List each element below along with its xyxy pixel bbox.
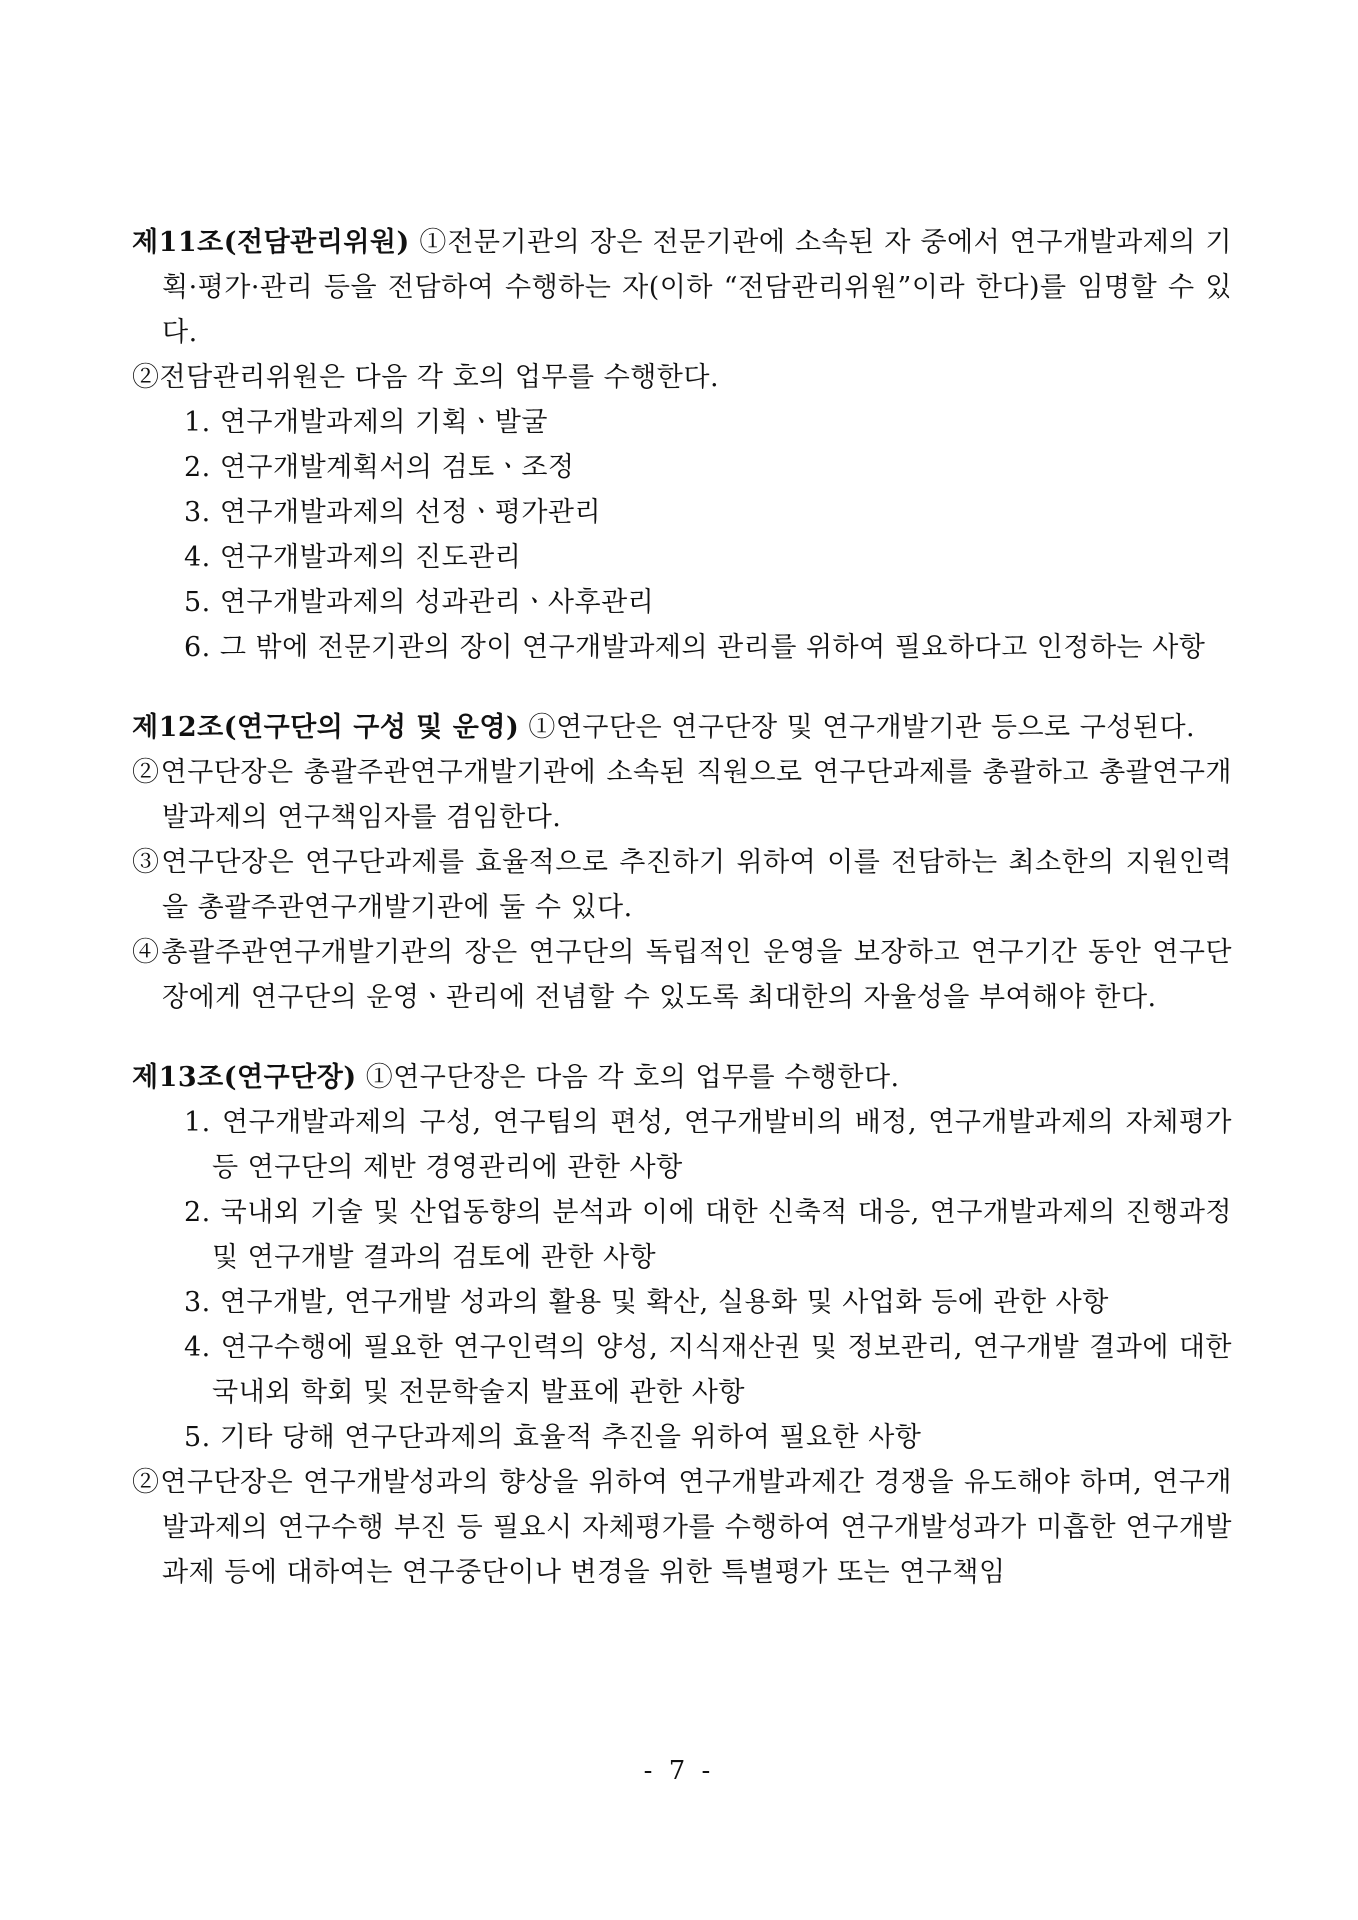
article-12-clause-1: ①연구단은 연구단장 및 연구개발기관 등으로 구성된다. — [528, 712, 1196, 743]
article-13-para-1 — [132, 1055, 1232, 1100]
article-11-item-3: 3. 연구개발과제의 선정ㆍ평가관리 — [184, 497, 602, 528]
article-13-item-3: 3. 연구개발, 연구개발 성과의 활용 및 확산, 실용화 및 사업화 등에 관한 사항 — [184, 1287, 1109, 1318]
article-13-item-4: 4. 연구수행에 필요한 연구인력의 양성, 지식재산권 및 정보관리, 연구개발 결과에 대한 국내외 학회 및 전문학술지 발표에 관한 사항 — [184, 1332, 1232, 1408]
article-12-para-1 — [132, 705, 1232, 750]
article-13-heading: 제13조(연구단장) — [132, 1062, 357, 1093]
article-13-clause-1: ①연구단장은 다음 각 호의 업무를 수행한다. — [365, 1062, 900, 1093]
article-12-heading: 제12조(연구단의 구성 및 운영) — [132, 712, 520, 743]
article-12-para-4: ④총괄주관연구개발기관의 장은 연구단의 독립적인 운영을 보장하고 연구기간 동안 연구단장에게 연구단의 운영ㆍ관리에 전념할 수 있도록 최대한의 자율성을 부여해야 한다. — [132, 937, 1232, 1013]
article-11-item-4: 4. 연구개발과제의 진도관리 — [184, 542, 522, 573]
article-13-item-1: 1. 연구개발과제의 구성, 연구팀의 편성, 연구개발비의 배정, 연구개발과제의 자체평가 등 연구단의 제반 경영관리에 관한 사항 — [184, 1107, 1232, 1183]
article-13-para-2: ②연구단장은 연구개발성과의 향상을 위하여 연구개발과제간 경쟁을 유도해야 하며, 연구개발과제의 연구수행 부진 등 필요시 자체평가를 수행하여 연구개발성과가 미흡한 연구개발과제 등에 대하여는 연구중단이나 변경을 위한 특별평가 또는 연구책임 — [132, 1467, 1232, 1588]
page-number: - 7 - — [643, 1756, 715, 1786]
article-11-clause-1: ①전문기관의 장은 전문기관에 소속된 자 중에서 연구개발과제의 기획·평가·관리 등을 전담하여 수행하는 자(이하 “전담관리위원”이라 한다)를 임명할 수 있다. — [162, 227, 1232, 348]
article-12-para-3: ③연구단장은 연구단과제를 효율적으로 추진하기 위하여 이를 전담하는 최소한의 지원인력을 총괄주관연구개발기관에 둘 수 있다. — [132, 847, 1232, 923]
document-body — [132, 220, 1232, 1595]
article-12 — [132, 705, 1232, 1020]
article-12-para-2: ②연구단장은 총괄주관연구개발기관에 소속된 직원으로 연구단과제를 총괄하고 총괄연구개발과제의 연구책임자를 겸임한다. — [132, 757, 1232, 833]
article-13-item-5: 5. 기타 당해 연구단과제의 효율적 추진을 위하여 필요한 사항 — [184, 1422, 922, 1453]
article-11-item-2: 2. 연구개발계획서의 검토ㆍ조정 — [184, 452, 575, 483]
article-13 — [132, 1055, 1232, 1595]
article-11 — [132, 220, 1232, 670]
article-11-heading: 제11조(전담관리위원) — [132, 227, 410, 258]
article-11-para-2: ②전담관리위원은 다음 각 호의 업무를 수행한다. — [132, 362, 720, 393]
article-11-item-1: 1. 연구개발과제의 기획ㆍ발굴 — [184, 407, 548, 438]
article-13-item-2: 2. 국내외 기술 및 산업동향의 분석과 이에 대한 신축적 대응, 연구개발과제의 진행과정 및 연구개발 결과의 검토에 관한 사항 — [184, 1197, 1232, 1273]
article-11-item-6: 6. 그 밖에 전문기관의 장이 연구개발과제의 관리를 위하여 필요하다고 인정하는 사항 — [184, 632, 1206, 663]
article-11-para-1 — [132, 220, 1232, 355]
article-11-item-5: 5. 연구개발과제의 성과관리ㆍ사후관리 — [184, 587, 655, 618]
